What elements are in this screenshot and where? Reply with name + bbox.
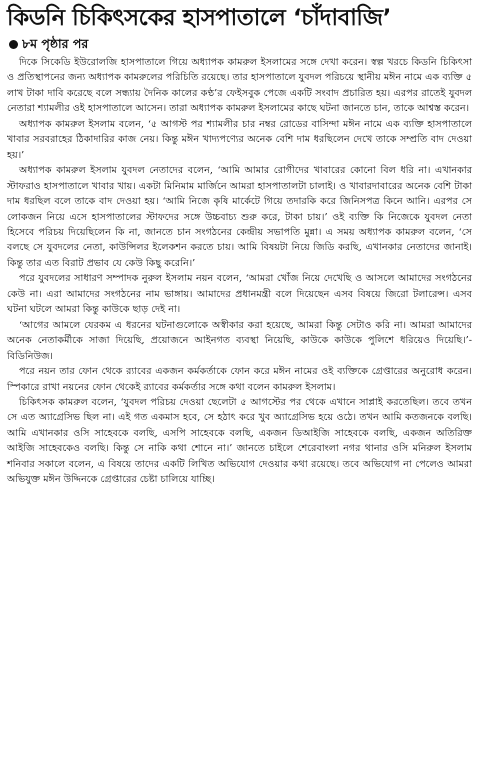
paragraph: ‘আগের আমলে যেরকম এ ধরনের ঘটনাগুলোকে অস্বীকার করা হয়েছে, আমরা কিন্তু সেটাও করি না। আমরা আমাদের অনেক নেতাকর্মীকে সাজা দিয়েছি, প্রয়োজনে আইনগত ব্যবস্থা নিয়েছি, কাউকে কাউকে পুলিশে ধরিয়েও দিয়েছি।’-বিডিনিউজ। bbox=[7, 319, 472, 362]
paragraph: পরে যুবদলের সাধারণ সম্পাদক নুরুল ইসলাম নয়ন বলেন, ‘আমরা খোঁজ নিয়ে দেখেছি ও আসলে আমাদের সংগঠনের কেউ না। এরা আমাদের সংগঠনের নাম ভাঙ্গায়। আমাদের প্রধানমন্ত্রী বলে দিয়েছেন এসব বিষয়ে জিরো টলারেন্স। এসব ঘটনা ঘটলে আমরা কিন্তু কাউকে ছাড় দেই না। bbox=[7, 273, 472, 316]
paragraph: পরে নয়ন তার ফোন থেকে র‍্যাবের একজন কর্মকর্তাকে ফোন করে মঈন নামের ওই ব্যক্তিকে গ্রেপ্তারের অনুরোধ করেন। স্পিকারে রাখা নয়নের ফোন থেকেই র‍্যাবের কর্মকর্তার সঙ্গে কথা বলেন কামরুল ইসলাম। bbox=[7, 366, 472, 393]
bullet-icon bbox=[9, 40, 18, 49]
continued-from-label: ৮ম পৃষ্ঠার পর bbox=[22, 36, 89, 51]
headline: কিডনি চিকিৎসকের হাসপাতালে ‘চাঁদাবাজি’ bbox=[7, 5, 391, 31]
continued-from-line bbox=[9, 36, 472, 52]
paragraph: অধ্যাপক কামরুল ইসলাম বলেন, ‘৫ আগস্ট পর শ্যামলীর চার নম্বর রোডের বাসিন্দা মঈন নামে এক ব্যক্তি হাসপাতালে খাবার সরবরাহের ঠিকাদারির কাজ নেয়। কিন্তু মঈন খাদ্যপণ্যের অনেক বেশি দাম ধরছিলেন দেখে তাকে সম্প্রতি বাদ দেওয়া হয়।’ bbox=[7, 118, 472, 161]
paragraph: চিকিৎসক কামরুল বলেন, ‘যুবদল পরিচয় দেওয়া ছেলেটা ৫ আগস্টের পর থেকে এখানে সাপ্লাই করতেছিল। তবে তখন সে এত অ্যাগ্রেসিভ ছিল না। এই গত একমাস হবে, সে হঠাৎ করে খুব অ্যাগ্রেসিভ হয়ে ওঠে। তখন আমি কতজনকে বলছি। আমি এখানকার ওসি সাহেবকে বলছি, এসপি সাহেবকে বলছি, একজন ডিআইজি সাহেবকে বলছি, একজন অতিরিক্ত আইজি সাহেবকেও বলছি। কিন্তু সে নাকি কথা শোনে না।’ জানতে চাইলে শেরেবাংলা নগর থানার ওসি মনিরুল ইসলাম শনিবার সকালে বলেন, এ বিষয়ে তাদের একটি লিখিত অভিযোগ দেওয়ার কথা রয়েছে। তবে অভিযোগ না পেলেও আমরা অভিযুক্ত মঈন উদ্দিনকে গ্রেপ্তারের চেষ্টা চালিয়ে যাচ্ছি। bbox=[7, 396, 472, 486]
article-body bbox=[7, 55, 472, 488]
paragraph: অধ্যাপক কামরুল ইসলাম যুবদল নেতাদের বলেন, ‘আমি আমার রোগীদের খাবারের কোনো বিল ধরি না। এখানকার স্টাফরাও হাসপাতালে খাবার খায়। একটা মিনিমাম মার্জিনে আমরা হাসপাতালটা চালাই। ও খাবারদাবারের অনেক বেশি টাকা দাম ধরছিল বলে তাকে বাদ দেওয়া হয়। ‘আমি নিজে কৃষি মার্কেটে গিয়ে তদারকি করে জিনিসপত্র কিনে আনি। এরপর সে লোকজন নিয়ে এসে হাসপাতালের স্টাফদের সঙ্গে উচ্চবাচ্য শুরু করে, টাকা চায়।’ ওই ব্যক্তি কি নিজেকে যুবদল নেতা হিসেবে পরিচয় দিয়েছিলেন কি না, জানতে চান সংগঠনের কেন্দ্রীয় সভাপতি মুন্না। এ সময় অধ্যাপক কামরুল বলেন, ‘সে বলছে সে যুবদলের নেতা, কাউন্সিলর ইলেকশন করতে চায়। আমি বিষয়টা নিয়ে জিডি করছি, এখানকার নেতাদের জানাই। কিন্তু তার এত বিরাট প্রভাব যে কেউ কিছু করেনি।’ bbox=[7, 165, 472, 269]
paragraph: দিকে সিকেডি ইউরোলজি হাসপাতালে গিয়ে অধ্যাপক কামরুল ইসলামের সঙ্গে দেখা করেন। স্বল্প খরচে কিডনি চিকিৎসা ও প্রতিস্থাপনের জন্য অধ্যাপক কামরুলের পরিচিতি রয়েছে। তার হাসপাতালে যুবদল পরিচয়ে স্থানীয় মঈন নামে এক ব্যক্তি ৫ লাখ টাকা দাবি করেছে বলে সন্ধ্যায় দৈনিক কালের কণ্ঠ’র ফেইসবুক পেজে একটি সংবাদ প্রচারিত হয়। এরপর রাতেই যুবদল নেতারা শ্যামলীর ওই হাসপাতালে আসেন। তারা অধ্যাপক কামরুল ইসলামের কাছে ঘটনা জানতে চান, তাকে আশ্বস্ত করেন। bbox=[7, 57, 472, 115]
